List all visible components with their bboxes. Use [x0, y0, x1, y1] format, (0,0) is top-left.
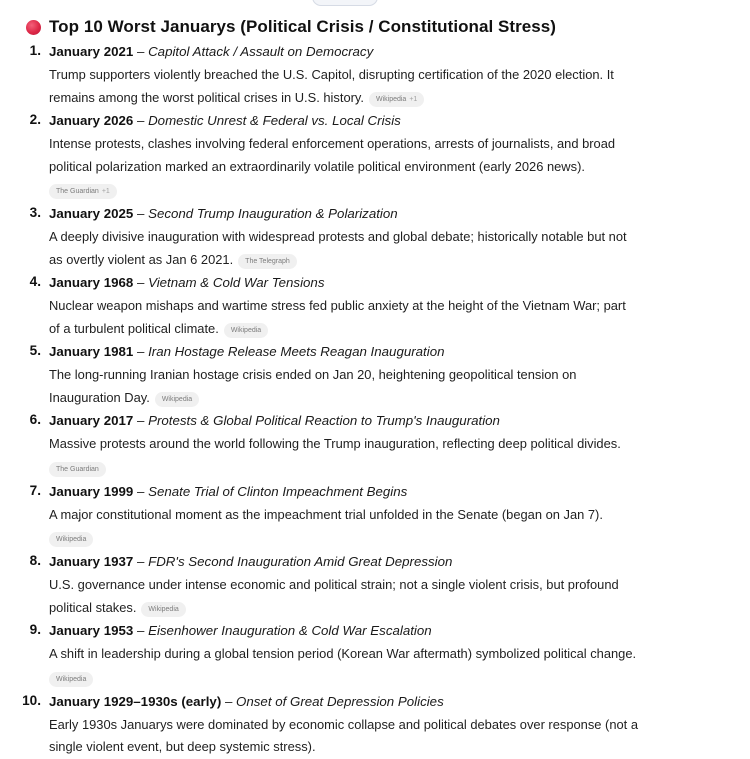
item-year: January 1929–1930s (early) [49, 693, 222, 709]
item-description-text: Early 1930s Januarys were dominated by economic collapse and political debates over response (not a single violent event, but deep systemic stress). [49, 716, 639, 754]
list-item [0, 202, 639, 271]
item-description-text: A deeply divisive inauguration with widespread protests and global debate; historically notable but not as overtly violent as Jan 6 2021. [49, 229, 627, 267]
item-year: January 2026 [49, 113, 134, 128]
item-description [49, 504, 639, 527]
item-number: 4. [29, 274, 41, 289]
item-subtitle: Vietnam & Cold War Tensions [148, 275, 325, 290]
item-description-text: Nuclear weapon mishaps and wartime stress fed public anxiety at the height of the Vietnam War; part of a turbulent political climate. [49, 298, 626, 336]
list-item [0, 480, 639, 551]
top-partial-pill [312, 0, 378, 6]
item-number: 8. [29, 553, 41, 568]
item-description [49, 364, 639, 409]
source-chip[interactable] [49, 184, 117, 199]
item-year: January 1937 [49, 554, 134, 569]
item-subtitle: Domestic Unrest & Federal vs. Local Crisis [148, 113, 401, 128]
item-description [49, 133, 639, 178]
source-chip[interactable] [224, 323, 268, 338]
item-description [49, 295, 639, 340]
ranked-list [0, 40, 750, 759]
source-chip[interactable] [49, 462, 106, 477]
source-chip-label: Wikipedia [230, 326, 262, 334]
source-chip[interactable] [49, 532, 93, 547]
item-year: January 2025 [49, 206, 134, 221]
item-year: January 1999 [49, 483, 134, 499]
item-description [49, 574, 639, 619]
item-heading [49, 202, 639, 226]
item-year: January 1968 [49, 275, 134, 290]
list-item [0, 690, 639, 759]
item-description-text: The long-running Iranian hostage crisis ended on Jan 20, heightening geopolitical tension on Inauguration Day. [49, 367, 577, 405]
item-description-text: A shift in leadership during a global tension period (Korean War aftermath) symbolized political change. [49, 646, 637, 661]
item-number: 3. [29, 205, 41, 220]
item-subtitle: Capitol Attack / Assault on Democracy [148, 44, 374, 59]
item-separator: – [133, 344, 149, 359]
source-chip-row [49, 526, 639, 550]
item-separator: – [133, 206, 149, 221]
source-chip-label: Wikipedia [375, 95, 407, 103]
source-chip-row [49, 456, 639, 480]
list-item [0, 40, 639, 109]
item-number: 1. [29, 43, 41, 58]
item-year: January 2021 [49, 44, 134, 59]
item-separator: – [133, 275, 149, 290]
item-separator: – [133, 413, 149, 428]
item-subtitle: Protests & Global Political Reaction to Trump's Inauguration [148, 413, 500, 428]
item-separator: – [133, 623, 149, 638]
item-description [49, 226, 639, 271]
source-chip-label: The Guardian [56, 465, 99, 473]
section-title: Top 10 Worst Januarys (Political Crisis / Constitutional Stress) [49, 17, 557, 36]
source-chip-count: +1 [409, 95, 418, 103]
item-description [49, 64, 639, 109]
item-subtitle: Iran Hostage Release Meets Reagan Inauguration [148, 344, 445, 359]
item-heading [49, 690, 639, 714]
item-heading [49, 109, 639, 133]
source-chip-label: Wikipedia [161, 395, 193, 403]
source-chip[interactable] [238, 254, 297, 269]
source-chip[interactable] [155, 392, 199, 407]
section-heading [26, 14, 556, 40]
list-item [0, 271, 639, 340]
item-description [49, 714, 639, 759]
source-chip[interactable] [141, 602, 185, 617]
item-subtitle: Second Trump Inauguration & Polarization [148, 206, 398, 221]
item-heading [49, 550, 639, 574]
red-circle-icon [26, 20, 41, 35]
item-subtitle: Senate Trial of Clinton Impeachment Begins [148, 483, 408, 499]
item-subtitle: Onset of Great Depression Policies [236, 693, 444, 709]
item-number: 7. [29, 482, 41, 498]
source-chip-label: Wikipedia [56, 675, 87, 683]
source-chip-label: The Guardian [56, 188, 99, 195]
item-heading [49, 480, 639, 504]
item-number: 5. [29, 343, 41, 358]
item-separator: – [133, 554, 149, 569]
source-chip-label: The Telegraph [245, 257, 290, 265]
item-separator: – [133, 483, 149, 499]
item-description-text: Trump supporters violently breached the U.S. Capitol, disrupting certification of the 2020 election. It remains among the worst political crises in U.S. history. [49, 67, 614, 105]
item-subtitle: Eisenhower Inauguration & Cold War Escalation [148, 623, 432, 638]
list-item [0, 109, 639, 202]
item-heading [49, 271, 639, 295]
item-separator: – [133, 44, 149, 59]
source-chip-row [49, 178, 639, 202]
list-item [0, 340, 639, 409]
source-chip-row [49, 666, 639, 690]
item-number: 10. [22, 692, 41, 708]
item-description [49, 643, 639, 666]
item-description-text: Massive protests around the world following the Trump inauguration, reflecting deep political divides. [49, 436, 621, 451]
item-description [49, 433, 639, 456]
source-chip-label: Wikipedia [148, 605, 179, 613]
list-item [0, 409, 639, 480]
item-description-text: U.S. governance under intense economic and political strain; not a single violent crisis, but profound political stakes. [49, 577, 619, 615]
item-description-text: Intense protests, clashes involving federal enforcement operations, arrests of journalists, and broad political polarization marked an extraordinarily volatile political environment (early 2026 news). [49, 136, 616, 174]
item-heading [49, 40, 639, 64]
item-number: 9. [29, 622, 41, 637]
item-number: 2. [29, 112, 41, 127]
item-year: January 2017 [49, 413, 134, 428]
item-description-text: A major constitutional moment as the impeachment trial unfolded in the Senate (began on Jan 7). [49, 506, 603, 522]
source-chip[interactable] [49, 672, 93, 687]
item-subtitle: FDR's Second Inauguration Amid Great Depression [148, 554, 453, 569]
item-year: January 1953 [49, 623, 134, 638]
list-item [0, 550, 639, 619]
source-chip[interactable] [369, 92, 424, 107]
item-number: 6. [29, 412, 41, 427]
item-heading [49, 409, 639, 433]
item-heading [49, 340, 639, 364]
source-chip-count: +1 [101, 188, 110, 195]
source-chip-label: Wikipedia [56, 536, 87, 543]
list-item [0, 619, 639, 690]
item-year: January 1981 [49, 344, 134, 359]
item-separator: – [221, 693, 237, 709]
item-heading [49, 619, 639, 643]
item-separator: – [133, 113, 149, 128]
